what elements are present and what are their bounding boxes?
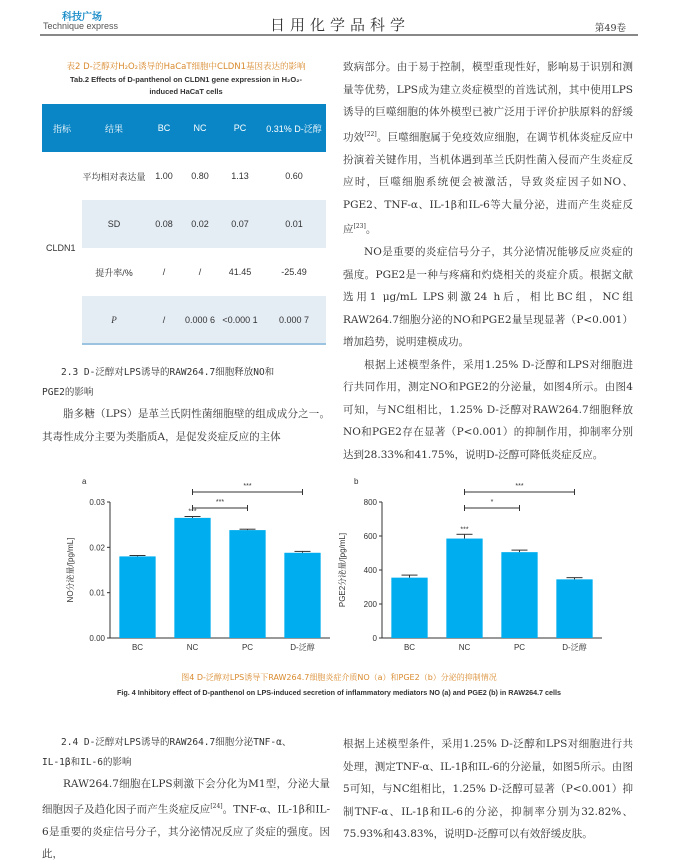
text-span: 。TNF-α、IL-1β和IL-6是重要的炎症信号分子，其分泌情况反应了炎症的强度。因此， bbox=[42, 803, 331, 860]
bar bbox=[174, 518, 210, 638]
significance-label: * bbox=[490, 499, 494, 506]
table-header-row bbox=[42, 104, 326, 152]
section-2-3-title: 2.3 D-泛醇对LPS诱导的RAW264.7细胞释放NO和 bbox=[61, 367, 275, 378]
table-caption-en bbox=[42, 74, 330, 98]
section-name-en: Technique express bbox=[43, 21, 119, 31]
journal-title: 日用化学品科学 bbox=[270, 16, 411, 34]
x-tick-label: NC bbox=[186, 643, 199, 652]
y-tick-label: 0.00 bbox=[89, 634, 105, 643]
significance-label: *** bbox=[460, 526, 469, 534]
figure-caption-cn: 图4 D-泛醇对LPS诱导下RAW264.7细胞炎症介质NO（a）和PGE2（b）分泌的抑制情况 bbox=[181, 673, 497, 682]
citation: [22] bbox=[364, 130, 377, 138]
table-header-cell: PC bbox=[218, 104, 262, 152]
table-cell: 1.00 bbox=[155, 171, 173, 181]
table-cell: / bbox=[146, 296, 182, 344]
significance-label: *** bbox=[515, 483, 524, 490]
section-name-cn: 科技广场 bbox=[62, 12, 102, 23]
paragraph: NO是重要的炎症信号分子，其分泌情况能够反应炎症的强度。PGE2是一种与疼痛和灼烧相关的炎症介质。根据文献选用1 μg/mL LPS刺激24 h后，相比BC组，NC组RAW264.7细胞分泌的NO和PGE2量呈现显著（P<0.001）增加趋势，说明建模成功。 bbox=[343, 246, 633, 348]
y-tick-label: 200 bbox=[363, 600, 377, 609]
table-cell: 0.01 bbox=[262, 200, 326, 248]
paragraph: 根据上述模型条件，采用1.25% D-泛醇和LPS对细胞进行共同作用，测定NO和PGE2的分泌量，如图4所示。由图4可知，与NC组相比，1.25% D-泛醇对RAW264.7细胞释放NO和PGE2存在显著（P<0.001）的抑制作用，抑制率分别达到28.33%和41.75%，说明D-泛醇可降低炎症反应。 bbox=[343, 358, 633, 461]
citation: [23] bbox=[353, 223, 366, 230]
bar bbox=[119, 556, 155, 638]
table-cell: 0.60 bbox=[285, 171, 303, 181]
significance-label: *** bbox=[188, 508, 197, 516]
section-2-3-title-cont: PGE2的影响 bbox=[42, 387, 94, 398]
bottom-right-column bbox=[343, 733, 633, 846]
table-cell: 0.000 7 bbox=[262, 296, 326, 344]
table-caption-en-line1: Tab.2 Effects of D-panthenol on CLDN1 gene expression in H₂O₂- bbox=[70, 75, 302, 84]
citation: [24] bbox=[210, 802, 223, 810]
bar bbox=[229, 530, 265, 638]
text-span: 。 bbox=[365, 223, 377, 236]
table-row bbox=[42, 296, 326, 344]
table-cell: 1.13 bbox=[231, 171, 249, 181]
panel-label: b bbox=[354, 477, 359, 486]
bar bbox=[446, 539, 482, 638]
y-axis-label: NO分泌量/[pg/mL] bbox=[66, 537, 75, 603]
table-header-cell: BC bbox=[146, 104, 182, 152]
right-column bbox=[343, 56, 633, 466]
x-tick-label: D-泛醇 bbox=[290, 643, 315, 652]
table-cell: / bbox=[162, 267, 166, 277]
figure-4 bbox=[60, 470, 630, 670]
figure-caption-en: Fig. 4 Inhibitory effect of D-panthenol on LPS-induced secretion of inflammatory mediators NO (a) and PGE2 (b) in RAW264.7 cells bbox=[116, 688, 562, 697]
volume-label: 第49卷 bbox=[594, 23, 626, 34]
x-tick-label: PC bbox=[513, 643, 526, 652]
table-cell: -25.49 bbox=[281, 267, 307, 277]
y-tick-label: 0.01 bbox=[89, 588, 105, 598]
text-span: 致病部分。由于易于控制，模型重现性好，影响易于识别和测量等优势，LPS成为建立炎症模型的首选试剂，其中使用LPS诱导的巨噬细胞的体外模型已被广泛用于评价护肤原料的舒缓功效 bbox=[343, 61, 633, 143]
paragraph: 脂多糖（LPS）是革兰氏阴性菌细胞壁的组成成分之一。其毒性成分主要为类脂质A，是促发炎症反应的主体 bbox=[42, 408, 330, 443]
table-cell: 0.02 bbox=[182, 200, 218, 248]
text-span: RAW264.7细胞在LPS刺激下会分化为M1型，分泌大量细胞因子及趋化因子而产生炎症反应 bbox=[42, 778, 330, 815]
bar bbox=[556, 579, 592, 638]
bar bbox=[391, 578, 427, 638]
table-group-label: CLDN1 bbox=[46, 243, 76, 253]
significance-label: *** bbox=[215, 499, 225, 506]
x-tick-label: NC bbox=[458, 643, 471, 652]
y-tick-label: 600 bbox=[363, 532, 377, 541]
bar bbox=[501, 552, 537, 638]
data-table bbox=[42, 104, 326, 345]
table-header-cell: 指标 bbox=[42, 104, 82, 152]
panel-label: a bbox=[82, 477, 87, 486]
table-caption-cn: 表2 D-泛醇对H₂O₂诱导的HaCaT细胞中CLDN1基因表达的影响 bbox=[66, 62, 306, 72]
y-tick-label: 0 bbox=[372, 634, 377, 643]
table-cell: 0.07 bbox=[218, 200, 262, 248]
table-row bbox=[42, 248, 326, 296]
table-row-label: SD bbox=[82, 200, 146, 248]
paragraph bbox=[343, 56, 633, 241]
y-tick-label: 800 bbox=[363, 498, 377, 507]
left-column bbox=[42, 56, 330, 448]
page-header bbox=[40, 6, 638, 36]
table-caption-en-line2: induced HaCaT cells bbox=[149, 87, 223, 96]
table-row-label: 平均相对表达量 bbox=[82, 171, 146, 182]
table-cell: <0.000 1 bbox=[218, 296, 262, 344]
x-tick-label: D-泛醇 bbox=[562, 643, 587, 652]
table-cell: 0.80 bbox=[191, 171, 209, 181]
table-header-cell: 0.31% D-泛醇 bbox=[262, 104, 326, 152]
y-tick-label: 400 bbox=[363, 566, 377, 575]
x-tick-label: PC bbox=[241, 643, 254, 652]
y-axis-label: PGE2分泌量/[pg/mL] bbox=[338, 532, 347, 608]
text-span: 。巨噬细胞属于免疫效应细胞，在调节机体炎症反应中扮演着关键作用，当机体遇到革兰氏阴性菌入侵而产生炎症反应时，巨噬细胞系统便会被激活，导致炎症因子如NO、PGE2、TNF-α、IL-1β和IL-6等大量分泌，进而产生炎症反应 bbox=[343, 131, 633, 236]
significance-label: *** bbox=[243, 483, 252, 490]
table-cell: / bbox=[198, 267, 202, 277]
table-cell: 0.000 6 bbox=[182, 296, 218, 344]
x-tick-label: BC bbox=[131, 643, 144, 652]
section-2-4-title: 2.4 D-泛醇对LPS诱导的RAW264.7细胞分泌TNF-α、 bbox=[61, 737, 292, 748]
table-cell: 0.08 bbox=[146, 200, 182, 248]
table-row bbox=[42, 200, 326, 248]
y-tick-label: 0.02 bbox=[89, 543, 105, 553]
chart-pge2 bbox=[332, 470, 612, 660]
section-2-4-title-cont: IL-1β和IL-6的影响 bbox=[42, 757, 132, 768]
paragraph bbox=[42, 773, 330, 866]
bottom-left-column bbox=[42, 733, 330, 866]
table-row-label: P bbox=[82, 296, 146, 344]
x-tick-label: BC bbox=[403, 643, 416, 652]
paragraph: 根据上述模型条件，采用1.25% D-泛醇和LPS对细胞进行共处理，测定TNF-α、IL-1β和IL-6的分泌量，如图5所示。由图5可知，与NC组相比，1.25% D-泛醇可显著（P<0.001）抑制TNF-α、IL-1β和IL-6的分泌，抑制率分别为32.82%、75.93%和43.83%，说明D-泛醇可以有效舒缓皮肤。 bbox=[343, 738, 633, 840]
chart-no bbox=[60, 470, 340, 660]
table-header-cell: 结果 bbox=[82, 104, 146, 152]
table-header-cell: NC bbox=[182, 104, 218, 152]
table-row bbox=[42, 152, 326, 200]
y-tick-label: 0.03 bbox=[89, 498, 105, 507]
table-row-label: 提升率/% bbox=[95, 267, 133, 278]
bar bbox=[284, 553, 320, 638]
table-cell: 41.45 bbox=[228, 267, 252, 277]
